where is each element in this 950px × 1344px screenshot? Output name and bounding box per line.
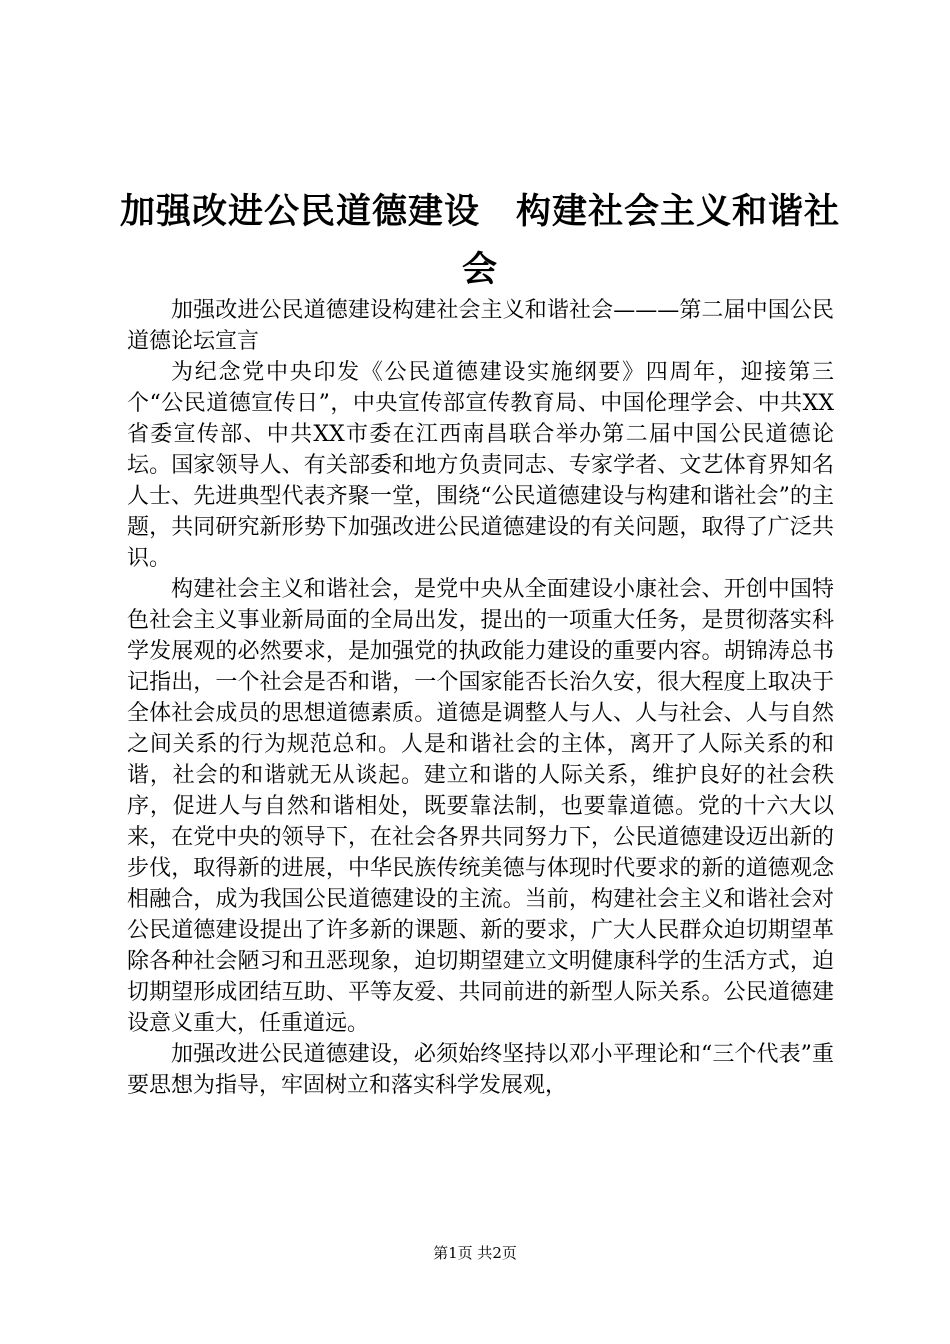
paragraph: 加强改进公民道德建设，必须始终坚持以邓小平理论和“三个代表”重要思想为指导，牢固树立和落实科学发展观，	[127, 1042, 834, 1098]
paragraph: 构建社会主义和谐社会，是党中央从全面建设小康社会、开创中国特色社会主义事业新局面的全局出发，提出的一项重大任务，是贯彻落实科学发展观的必然要求，是加强党的执政能力建设的重要内容。胡锦涛总书记指出，一个社会是否和谐，一个国家能否长治久安，很大程度上取决于全体社会成员的思想道德素质。道德是调整人与人、人与社会、人与自然之间关系的行为规范总和。人是和谐社会的主体，离开了人际关系的和谐，社会的和谐就无从谈起。建立和谐的人际关系，维护良好的社会秩序，促进人与自然和谐相处，既要靠法制，也要靠道德。党的十六大以来，在党中央的领导下，在社会各界共同努力下，公民道德建设迈出新的步伐，取得新的进展，中华民族传统美德与体现时代要求的新的道德观念相融合，成为我国公民道德建设的主流。当前，构建社会主义和谐社会对公民道德建设提出了许多新的课题、新的要求，广大人民群众迫切期望革除各种社会陋习和丑恶现象，迫切期望建立文明健康科学的生活方式，迫切期望形成团结互助、平等友爱、共同前进的新型人际关系。公民道德建设意义重大，任重道远。	[127, 577, 834, 1036]
document-body	[127, 295, 834, 1101]
paragraph: 为纪念党中央印发《公民道德建设实施纲要》四周年，迎接第三个“公民道德宣传日”，中央宣传部宣传教育局、中国伦理学会、中共XX省委宣传部、中共XX市委在江西南昌联合举办第二届中国公民道德论坛。国家领导人、有关部委和地方负责同志、专家学者、文艺体育界知名人士、先进典型代表齐聚一堂，围绕“公民道德建设与构建和谐社会”的主题，共同研究新形势下加强改进公民道德建设的有关问题，取得了广泛共识。	[127, 360, 834, 571]
page-footer: 第1页 共2页	[433, 1244, 517, 1262]
paragraph-subtitle: 加强改进公民道德建设构建社会主义和谐社会———第二届中国公民道德论坛宣言	[127, 298, 834, 354]
document-title: 加强改进公民道德建设 构建社会主义和谐社会	[119, 191, 840, 290]
